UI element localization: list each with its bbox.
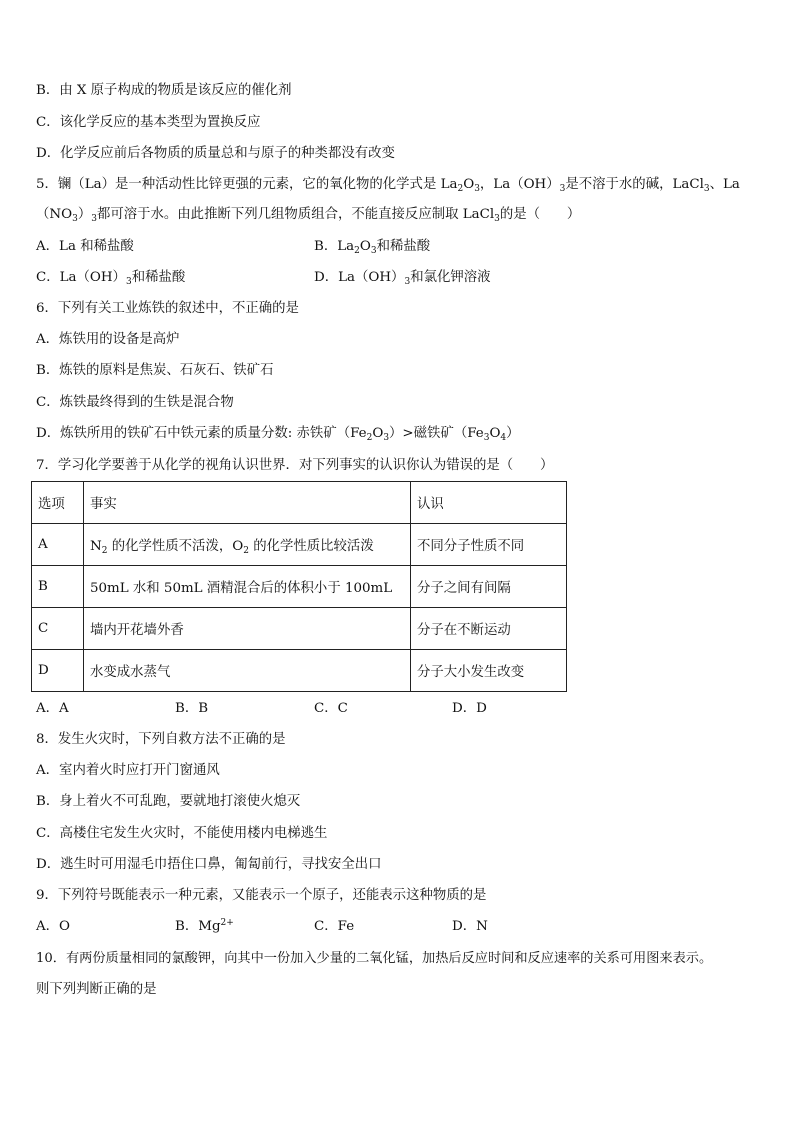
q5-option-a: A．La 和稀盐酸 [36,239,134,254]
table-cell-insight: 分子之间有间隔 [411,566,567,608]
q8-option-b: B．身上着火不可乱跑，要就地打滚使火熄灭 [36,794,301,809]
q9-option-c: C．Fe [314,919,355,934]
q7-option-a: A．A [36,701,69,716]
q4-option-b: B．由 X 原子构成的物质是该反应的催化剂 [36,83,292,98]
table-cell-insight: 分子大小发生改变 [411,650,567,692]
q4-option-c: C．该化学反应的基本类型为置换反应 [36,115,261,130]
q9-option-a: A．O [36,919,71,934]
q6-option-d: D．炼铁所用的铁矿石中铁元素的质量分数: 赤铁矿$(Fe_2O_3)>$磁铁矿$(Fe_3O_4)$ [36,426,520,443]
table-row [32,650,567,692]
q6-option-c: C．炼铁最终得到的生铁是混合物 [36,395,234,410]
table-row [32,608,567,650]
q5-option-d: D．$La(OH)_3$和氯化钾溶液 [314,270,491,287]
q8-stem: 8．发生火灾时，下列自救方法不正确的是 [36,732,286,747]
table-header-cell: 事实 [84,482,411,524]
table-cell-option: D [32,650,84,692]
q5-option-b: B．$La_2O_3$和稀盐酸 [314,239,431,256]
table-cell-fact: $N_2$ 的化学性质不活泼，$O_2$ 的化学性质比较活泼 [84,524,411,566]
q5-stem-line2: $(NO_3)_3$都可溶于水。由此推断下列几组物质组合，不能直接反应制取 LaCl$_3$的是（ ） [36,207,581,224]
table-header-cell: 选项 [32,482,84,524]
q8-option-d: D．逃生时可用湿毛巾捂住口鼻，匍匐前行，寻找安全出口 [36,857,382,872]
table-cell-fact: 50mL 水和 50mL 酒精混合后的体积小于 100mL [84,566,411,608]
q7-fact-table [31,481,567,692]
q4-option-d: D．化学反应前后各物质的质量总和与原子的种类都没有改变 [36,146,395,161]
table-row [32,566,567,608]
q8-option-a: A．室内着火时应打开门窗通风 [36,763,220,778]
table-row [32,524,567,566]
table-cell-option: C [32,608,84,650]
q7-stem: 7．学习化学要善于从化学的视角认识世界．对下列事实的认识你认为错误的是（ ） [36,458,554,473]
q9-option-b: B．$Mg^{2+}$ [175,918,234,934]
table-cell-insight: 不同分子性质不同 [411,524,567,566]
q6-option-a: A．炼铁用的设备是高炉 [36,332,180,347]
q6-option-b: B．炼铁的原料是焦炭、石灰石、铁矿石 [36,363,274,378]
table-header-row [32,482,567,524]
q8-option-c: C．高楼住宅发生火灾时，不能使用楼内电梯逃生 [36,826,328,841]
q5-stem-line1: 5．镧（La）是一种活动性比锌更强的元素，它的氧化物的化学式是 $La_2O_3$，$La(OH)_3$是不溶于水的碱，LaCl$_3$、La [36,177,740,194]
q9-option-d: D．N [452,919,488,934]
q10-stem-line2: 则下列判断正确的是 [36,982,157,997]
table-cell-insight: 分子在不断运动 [411,608,567,650]
q7-option-c: C．C [314,701,348,716]
q9-stem: 9．下列符号既能表示一种元素，又能表示一个原子，还能表示这种物质的是 [36,888,487,903]
q10-stem-line1: 10．有两份质量相同的氯酸钾，向其中一份加入少量的二氧化锰，加热后反应时间和反应速率的关系可用图来表示。 [36,951,713,966]
q7-option-b: B．B [175,701,209,716]
table-cell-fact: 墙内开花墙外香 [84,608,411,650]
q7-option-d: D．D [452,701,487,716]
table-header-cell: 认识 [411,482,567,524]
table-cell-option: B [32,566,84,608]
table-cell-option: A [32,524,84,566]
q5-option-c: C．$La(OH)_3$和稀盐酸 [36,270,186,287]
table-cell-fact: 水变成水蒸气 [84,650,411,692]
q6-stem: 6．下列有关工业炼铁的叙述中，不正确的是 [36,301,299,316]
